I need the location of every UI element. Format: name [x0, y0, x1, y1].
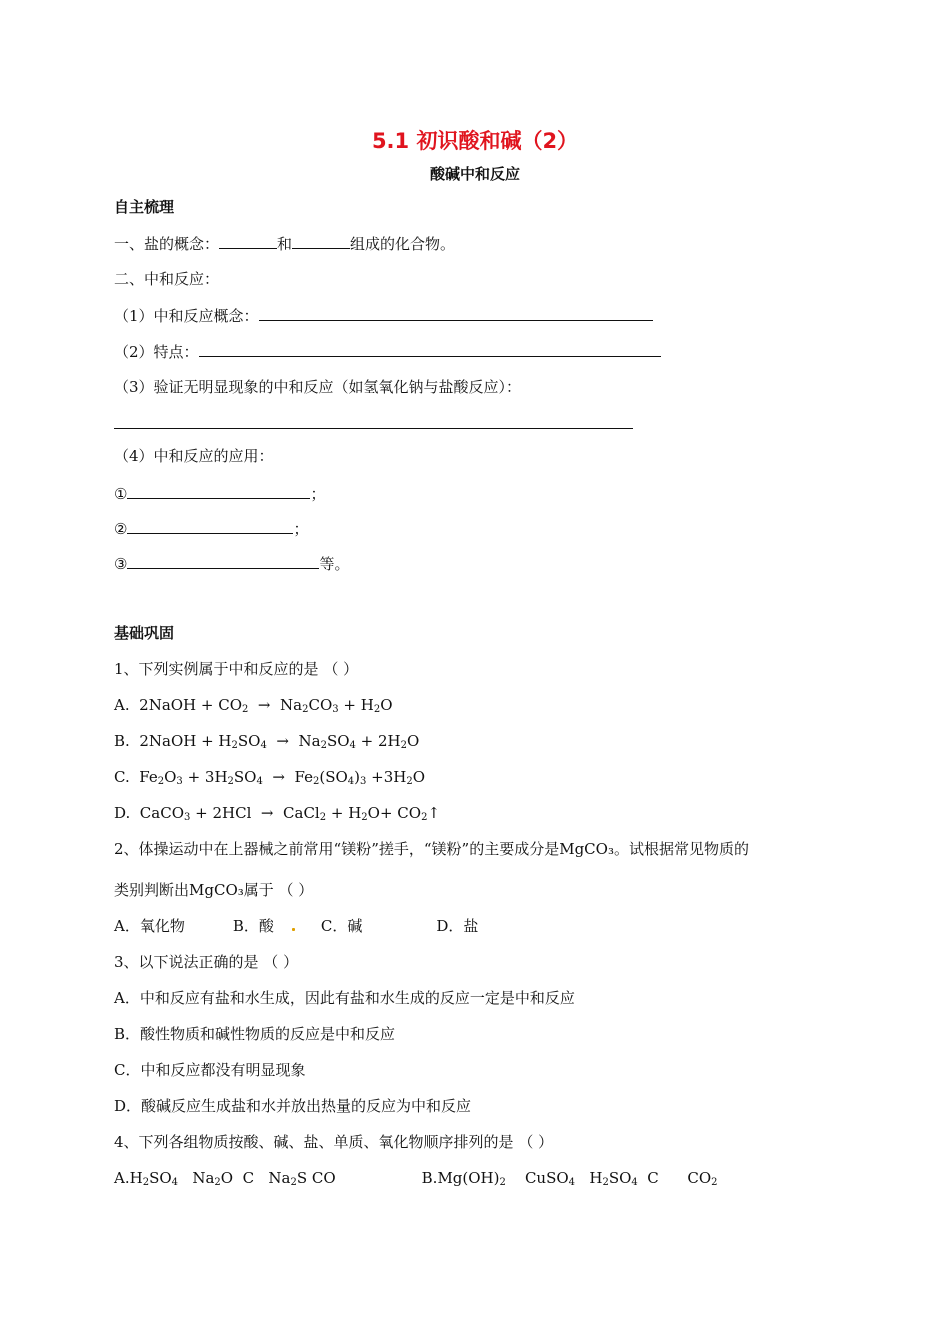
neutralization-heading: 二、中和反应：: [114, 270, 220, 288]
q1-option-b-letter: B.: [114, 732, 130, 750]
salt-concept-and: 和: [277, 235, 293, 253]
application-item-2: [114, 518, 308, 539]
q3-option-a: A．中和反应有盐和水生成，因此有盐和水生成的反应一定是中和反应: [114, 989, 575, 1007]
application-end-2: ；: [293, 520, 309, 538]
q4-option-a: $A.H_2SO_4$ $Na_2O$ C $Na_2S$ CO: [114, 1169, 336, 1188]
page-subtitle: 酸碱中和反应: [429, 165, 520, 183]
q1-option-a: A. 2NaOH + $CO_2 \to Na_2CO_3 + H_2O$: [114, 696, 393, 715]
question-1: 1、下列实例属于中和反应的是 （ ）: [114, 660, 359, 678]
salt-blank-2[interactable]: [292, 233, 350, 249]
q1-option-a-letter: A.: [114, 696, 130, 714]
section-heading-basics: 基础巩固: [114, 624, 175, 642]
salt-concept-label: 一、盐的概念：: [114, 235, 220, 253]
application-blank-1[interactable]: [127, 483, 310, 499]
q2-option-b: B．酸: [232, 917, 274, 935]
salt-concept-suffix: 组成的化合物。: [350, 235, 456, 253]
verify-line: （3）验证无明显现象的中和反应（如氢氧化钠与盐酸反应）：: [114, 378, 522, 396]
application-item-3: [114, 553, 349, 574]
application-end-1: ；: [310, 485, 326, 503]
application-heading: （4）中和反应的应用：: [114, 447, 274, 465]
q1-option-b: B. 2NaOH + $H_2SO_4 \to Na_2SO_4 + 2H_2O$: [114, 732, 420, 751]
q1-option-c: C. $Fe_2O_3 + 3H_2SO_4 \to Fe_2(SO_4)_3 +3H_2O$: [114, 768, 426, 787]
question-3: 3、以下说法正确的是 （ ）: [114, 953, 299, 971]
question-4: 4、下列各组物质按酸、碱、盐、单质、氧化物顺序排列的是 （ ）: [114, 1133, 554, 1151]
section-heading-self-study: 自主梳理: [114, 198, 175, 216]
question-2-line-1: 2、体操运动中在上器械之前常用“镁粉”搓手，“镁粉”的主要成分是MgCO₃。试根据常见物质的: [114, 840, 749, 858]
salt-concept-line: [114, 233, 455, 254]
question-2-line-2: 类别判断出MgCO₃属于 （ ）: [114, 881, 314, 899]
feature-line: [114, 341, 661, 362]
q1-option-d-letter: D.: [114, 804, 131, 822]
feature-blank[interactable]: [199, 341, 661, 357]
q4-options: [114, 1168, 718, 1193]
neutralization-concept-line: [114, 305, 653, 326]
salt-blank-1[interactable]: [219, 233, 277, 249]
q2-option-d: D．盐: [436, 917, 479, 935]
q1-option-d: D. CaCO$_3$ + 2HCl → CaCl$_2$ + $H_2O+$ $CO_2↑$: [114, 804, 441, 823]
q1-option-c-letter: C.: [114, 768, 130, 786]
application-end-3: 等。: [319, 555, 350, 573]
application-blank-3[interactable]: [127, 553, 319, 569]
mark-dot: [292, 928, 295, 931]
q4-option-b: $B.Mg(OH)_2$ CuSO$_4$ $H_2SO_4$ C $CO_2$: [421, 1169, 718, 1188]
application-blank-2[interactable]: [127, 518, 293, 534]
q3-option-b: B．酸性物质和碱性物质的反应是中和反应: [114, 1025, 396, 1043]
q2-option-c: C．碱: [320, 917, 363, 935]
application-mark-2: ②: [114, 520, 128, 538]
q3-option-c: C．中和反应都没有明显现象: [114, 1061, 306, 1079]
q2-option-a: A．氧化物: [114, 917, 185, 935]
application-mark-1: ①: [114, 485, 128, 503]
verify-answer-blank[interactable]: [114, 428, 633, 429]
concept-blank[interactable]: [259, 305, 653, 321]
q3-option-d: D．酸碱反应生成盐和水并放出热量的反应为中和反应: [114, 1097, 472, 1115]
feature-label: （2）特点：: [114, 343, 199, 361]
q2-options: [114, 916, 478, 936]
page-title: 5.1 初识酸和碱（2）: [371, 129, 579, 153]
application-mark-3: ③: [114, 555, 128, 573]
application-item-1: [114, 483, 325, 504]
neutralization-concept-label: （1）中和反应概念：: [114, 307, 259, 325]
